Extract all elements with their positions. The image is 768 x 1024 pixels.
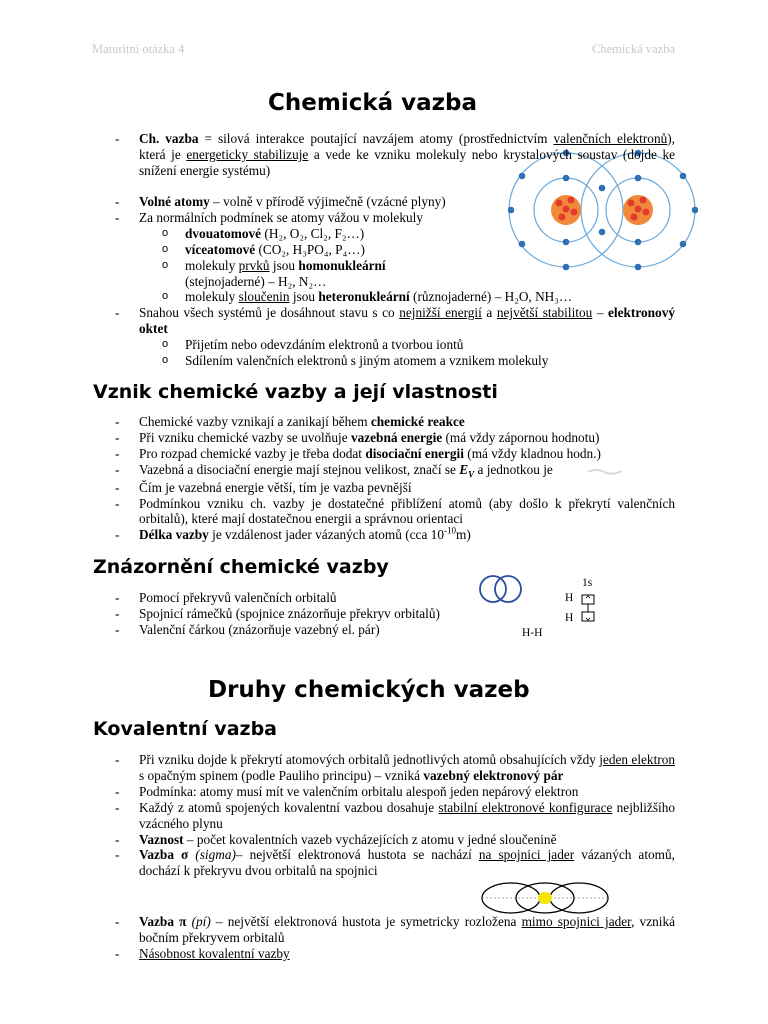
section1-list <box>115 414 675 543</box>
list-item: - Pomocí překryvů valenčních orbitalů <box>115 590 337 605</box>
section2-list <box>115 590 515 638</box>
list-item: o molekuly prvků jsou homonukleární (stejnojaderné) – H₂, N₂… <box>162 257 386 289</box>
label-hh: H-H <box>522 627 543 639</box>
list-item: - Za normálních podmínek se atomy vážou v molekuly <box>115 209 423 225</box>
header-right: Chemická vazba <box>592 42 675 56</box>
list-item: - Každý z atomů spojených kovalentní vazbou dosahuje stabilní elektronové konfigurace nejbližšího vzácného plynu <box>115 799 675 831</box>
list-item: - Čím je vazebná energie větší, tím je vazba pevnější <box>115 479 412 495</box>
list-item: - Volné atomy – volně v přírodě výjimečně (vzácné plyny) <box>115 194 446 209</box>
section4-list <box>115 752 675 962</box>
page-title: Chemická vazba <box>268 90 478 116</box>
section-heading: Kovalentní vazba <box>93 718 277 740</box>
sigma-overlap-diagram <box>480 880 610 916</box>
section-title: Druhy chemických vazeb <box>208 677 530 703</box>
list-item: - Podmínka: atomy musí mít ve valenčním orbitalu alespoň jeden nepárový elektron <box>115 783 579 799</box>
list-item: - Snahou všech systémů je dosáhnout stavu s co nejnižší energií a největší stabilitou – elektronový oktet <box>115 305 675 337</box>
list-item: - Podmínkou vzniku ch. vazby je dostatečné přiblížení atomů (aby došlo k překrytí valenčních orbitalů), které mají dostatečnou energii a správnou orientaci <box>115 495 675 527</box>
list-item: - Valenční čárkou (znázorňuje vazebný el. pár) <box>115 621 380 637</box>
list-item: - Vazba π (pí) – největší elektronová hustota je symetricky rozložena mimo spojnici jader, vzniká bočním překryvem orbitalů <box>115 914 676 946</box>
list-item: - Spojnicí rámečků (spojnice znázorňuje překryv orbitalů) <box>115 605 440 621</box>
unit-smudge <box>586 466 626 476</box>
header-left: Maturitní otázka 4 <box>92 42 185 56</box>
list-item: o dvouatomové (H₂, O₂, Cl₂, F₂…) <box>162 225 365 241</box>
box-diagram <box>580 592 600 626</box>
orbital-overlap-icon <box>476 572 526 606</box>
list-item: - Násobnost kovalentní vazby <box>115 946 290 962</box>
label-h-top: H <box>565 592 574 604</box>
list-item: - Při vzniku dojde k překrytí atomových orbitalů jednotlivých atomů obsahujících vždy jeden elektron s opačným spinem (podle Pauliho principu) – vzniká vazebný elektronový pár <box>115 752 675 783</box>
list-item: - Vazba σ (sigma)– největší elektronová hustota se nachází na spojnici jader vázaných atomů, dochází k překryvu dvou orbitalů na spojnici <box>115 847 675 879</box>
list-item: o Přijetím nebo odevzdáním elektronů a tvorbou iontů <box>162 337 464 353</box>
list-item: - Při vzniku chemické vazby se uvolňuje vazebná energie (má vždy zápornou hodnotu) <box>115 429 600 445</box>
label-1s: 1s <box>582 577 593 589</box>
list-item: o Sdílením valenčních elektronů s jiným atomem a vznikem molekuly <box>162 353 549 369</box>
list-item: - Vaznost – počet kovalentních vazeb vycházejících z atomu v jedné sloučenině <box>115 831 557 847</box>
section-heading: Znázornění chemické vazby <box>93 556 389 578</box>
list-item: - Pro rozpad chemické vazby je třeba dodat disociační energii (má vždy kladnou hodn.) <box>115 445 601 461</box>
list-item: - Vazebná a disociační energie mají stejnou velikost, značí se $E_V$ a jednotkou je <box>115 461 553 480</box>
list-item: - Délka vazby je vzdálenost jader vázaných atomů (cca $10^{-10}m$) <box>115 525 471 543</box>
list-item: - Chemické vazby vznikají a zanikají během chemické reakce <box>115 414 465 429</box>
section-heading: Vznik chemické vazby a její vlastnosti <box>93 381 498 403</box>
list-item: o molekuly sloučenin jsou heteronukleární (různojaderné) – H₂O, NH₃… <box>162 289 573 305</box>
list-item: o víceatomové (CO₂, H₃PO₄, P₄…) <box>162 241 365 257</box>
list-item: - Ch. vazba = silová interakce poutající navzájem atomy (prostřednictvím valenčních elektronů), která je energeticky stabilizuje a vede ke vzniku molekuly nebo krystalových soustav (dojde ke snížení energie systému) <box>115 131 676 178</box>
label-h-bottom: H <box>565 612 574 624</box>
intro-list-main <box>115 131 675 369</box>
